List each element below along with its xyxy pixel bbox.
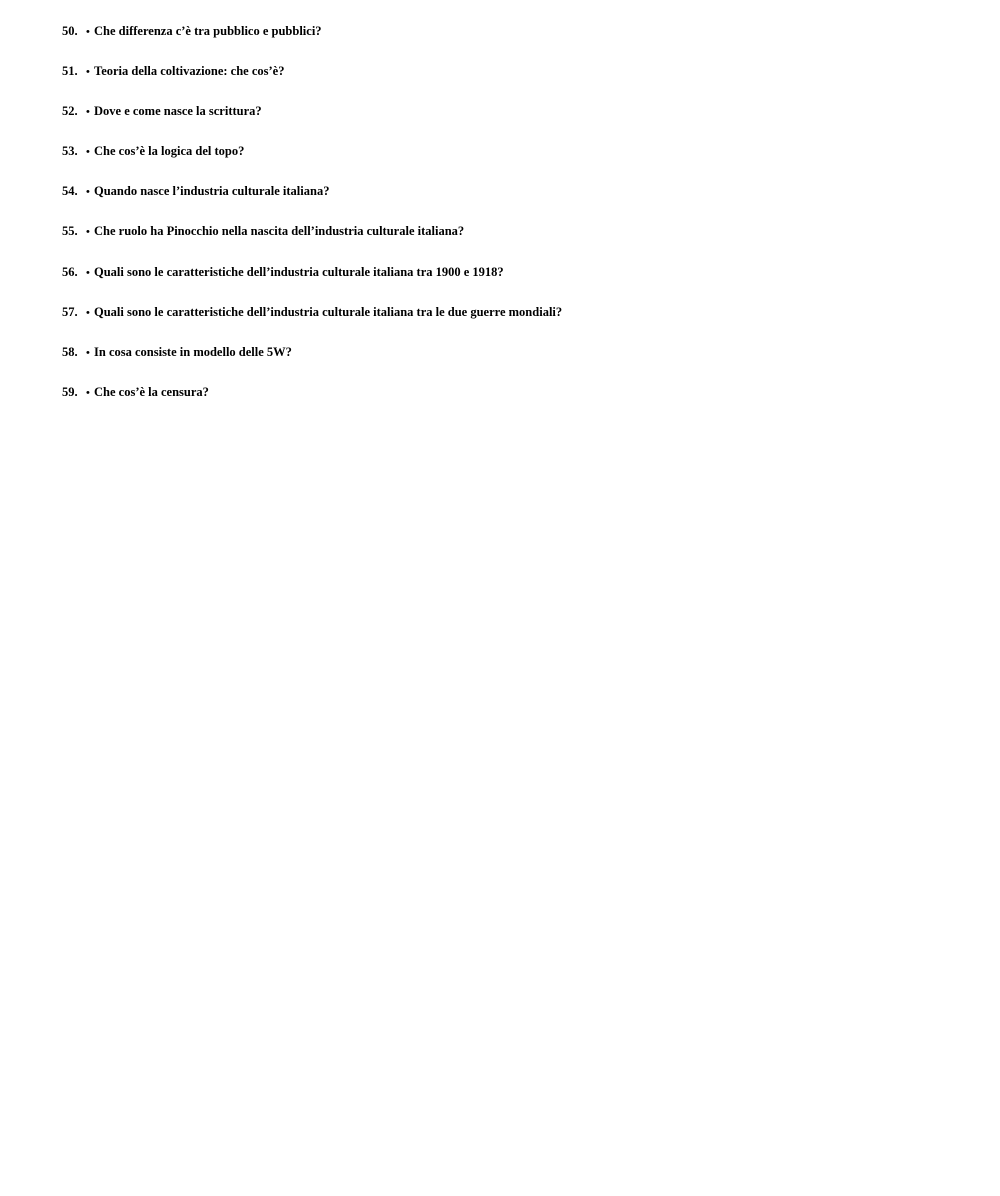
question-item xyxy=(62,265,562,305)
question-text: Teoria della coltivazione: che cos’è? xyxy=(94,64,285,79)
question-text: Quando nasce l’industria culturale italiana? xyxy=(94,184,330,199)
question-number: 50. xyxy=(62,24,78,38)
question-text: In cosa consiste in modello delle 5W? xyxy=(94,344,292,359)
question-text: Che ruolo ha Pinocchio nella nascita dell’industria culturale italiana? xyxy=(94,224,465,239)
bullet-icon: • xyxy=(86,226,90,239)
bullet-icon: • xyxy=(86,106,90,119)
question-item xyxy=(62,224,562,264)
question-item xyxy=(62,144,562,184)
question-item xyxy=(62,184,562,224)
question-number: 53. xyxy=(62,144,78,159)
question-number: 54. xyxy=(62,184,78,199)
question-number: 58. xyxy=(62,344,78,359)
question-list xyxy=(62,24,562,425)
question-number: 55. xyxy=(62,224,78,239)
question-text: Che cos’è la censura? xyxy=(94,384,209,399)
question-text: Quali sono le caratteristiche dell’industria culturale italiana tra le due guerre mondiali? xyxy=(94,304,563,319)
question-item xyxy=(62,305,562,345)
bullet-icon: • xyxy=(86,386,90,399)
question-item xyxy=(62,24,562,64)
question-item xyxy=(62,345,562,385)
bullet-icon: • xyxy=(86,306,90,319)
question-number: 56. xyxy=(62,264,78,279)
question-text: Quali sono le caratteristiche dell’industria culturale italiana tra 1900 e 1918? xyxy=(94,264,504,279)
bullet-icon: • xyxy=(86,186,90,199)
question-text: Dove e come nasce la scrittura? xyxy=(94,104,262,119)
question-number: 52. xyxy=(62,104,78,119)
bullet-icon: • xyxy=(86,146,90,159)
question-number: 57. xyxy=(62,304,78,319)
bullet-icon: • xyxy=(86,66,90,79)
question-text: Che differenza c’è tra pubblico e pubblici? xyxy=(94,24,322,38)
question-number: 59. xyxy=(62,384,78,399)
question-text: Che cos’è la logica del topo? xyxy=(94,144,245,159)
bullet-icon: • xyxy=(86,26,90,38)
question-item xyxy=(62,64,562,104)
bullet-icon: • xyxy=(86,346,90,359)
bullet-icon: • xyxy=(86,266,90,279)
question-number: 51. xyxy=(62,64,78,79)
question-item xyxy=(62,104,562,144)
question-item xyxy=(62,385,562,425)
